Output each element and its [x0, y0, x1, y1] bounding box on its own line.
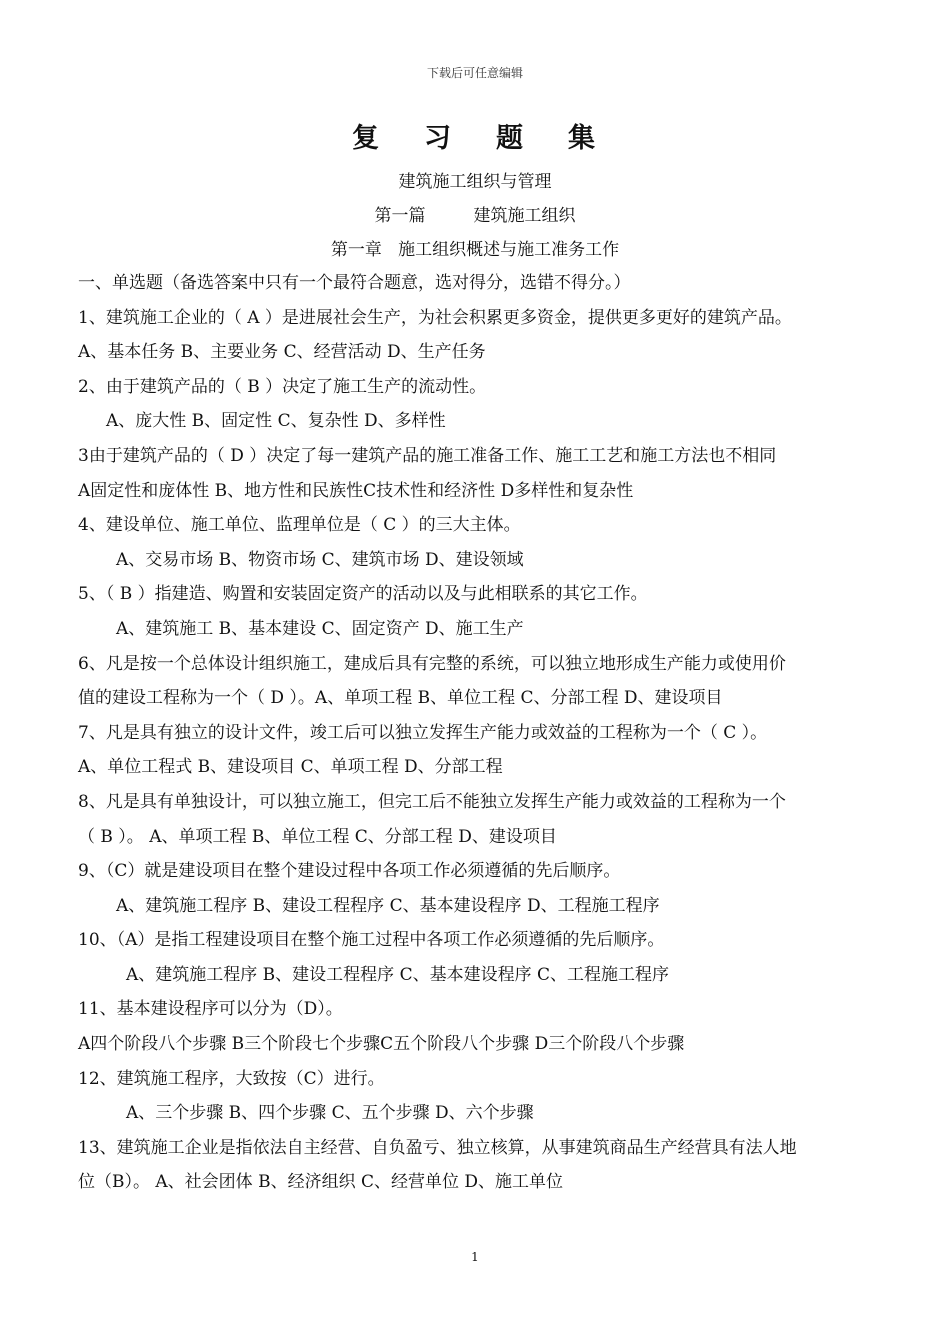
text-line: A、三个步骤 B、四个步骤 C、五个步骤 D、六个步骤: [126, 1103, 534, 1124]
document-title: [0, 116, 950, 155]
text-line: 位（B）。 A、社会团体 B、经济组织 C、经营单位 D、施工单位: [78, 1172, 564, 1193]
subtitle: 建筑施工组织与管理: [398, 172, 552, 192]
text-line: （ B ）。 A、单项工程 B、单位工程 C、分部工程 D、建设项目: [78, 826, 557, 847]
text-line: A四个阶段八个步骤 B三个阶段七个步骤C五个阶段八个步骤 D三个阶段八个步骤: [78, 1034, 685, 1055]
part-heading: [0, 201, 950, 226]
question-list: [78, 266, 898, 1200]
text-line: A、建筑施工程序 B、建设工程程序 C、基本建设程序 D、工程施工程序: [116, 895, 660, 916]
title-char: 题: [496, 123, 526, 154]
text-line: 2、由于建筑产品的（ B ）决定了施工生产的流动性。: [78, 376, 487, 397]
text-line: 值的建设工程称为一个（ D ）。A、单项工程 B、单位工程 C、分部工程 D、建设项目: [78, 688, 723, 709]
text-line: 4、建设单位、施工单位、监理单位是（ C ）的三大主体。: [78, 515, 521, 536]
chapter-name: 施工组织概述与施工准务工作: [398, 240, 620, 260]
text-line: 13、建筑施工企业是指依法自主经营、自负盈亏、独立核算，从事建筑商品生产经营具有法人地: [78, 1137, 797, 1158]
text-line: 1、建筑施工企业的（ A ）是进展社会生产，为社会积累更多资金，提供更多更好的建筑产品。: [78, 307, 792, 328]
title-char: 习: [424, 123, 454, 154]
text-line: A、单位工程式 B、建设项目 C、单项工程 D、分部工程: [78, 757, 503, 778]
text-line: A、基本任务 B、主要业务 C、经营活动 D、生产任务: [78, 342, 486, 363]
part-label: 第一篇: [374, 206, 426, 226]
text-line: 6、凡是按一个总体设计组织施工，建成后具有完整的系统，可以独立地形成生产能力或使用价: [78, 653, 786, 674]
text-line: 11、基本建设程序可以分为（D）。: [78, 999, 343, 1020]
text-line: 7、凡是具有独立的设计文件，竣工后可以独立发挥生产能力或效益的工程称为一个（ C ）。: [78, 722, 768, 743]
text-line: A、建筑施工程序 B、建设工程程序 C、基本建设程序 C、工程施工程序: [126, 964, 669, 985]
title-char: 集: [568, 123, 598, 154]
part-name: 建筑施工组织: [473, 206, 576, 226]
header-note: 下载后可任意编辑: [426, 66, 523, 80]
text-line: A、建筑施工 B、基本建设 C、固定资产 D、施工生产: [116, 618, 524, 639]
text-line: A固定性和庞体性 B、地方性和民族性C技术性和经济性 D多样性和复杂性: [78, 480, 634, 501]
chapter-heading: [38, 235, 912, 260]
page-number: 1: [471, 1250, 479, 1264]
text-line: A、庞大性 B、固定性 C、复杂性 D、多样性: [106, 411, 446, 432]
text-line: 10、（A）是指工程建设项目在整个施工过程中各项工作必须遵循的先后顺序。: [78, 930, 665, 951]
text-line: A、交易市场 B、物资市场 C、建筑市场 D、建设领域: [116, 549, 524, 570]
text-line: 9、（C）就是建设项目在整个建设过程中各项工作必须遵循的先后顺序。: [78, 861, 621, 882]
text-line: 一、单选题（备选答案中只有一个最符合题意，选对得分，选错不得分。）: [78, 273, 631, 293]
title-char: 复: [352, 123, 382, 154]
text-line: 5、（ B ）指建造、购置和安装固定资产的活动以及与此相联系的其它工作。: [78, 584, 648, 605]
text-line: 3由于建筑产品的（ D ）决定了每一建筑产品的施工准备工作、施工工艺和施工方法也不相同: [78, 445, 777, 466]
text-line: 8、凡是具有单独设计，可以独立施工，但完工后不能独立发挥生产能力或效益的工程称为一个: [78, 791, 786, 812]
chapter-label: 第一章: [330, 240, 382, 260]
text-line: 12、建筑施工程序，大致按（C）进行。: [78, 1068, 385, 1089]
